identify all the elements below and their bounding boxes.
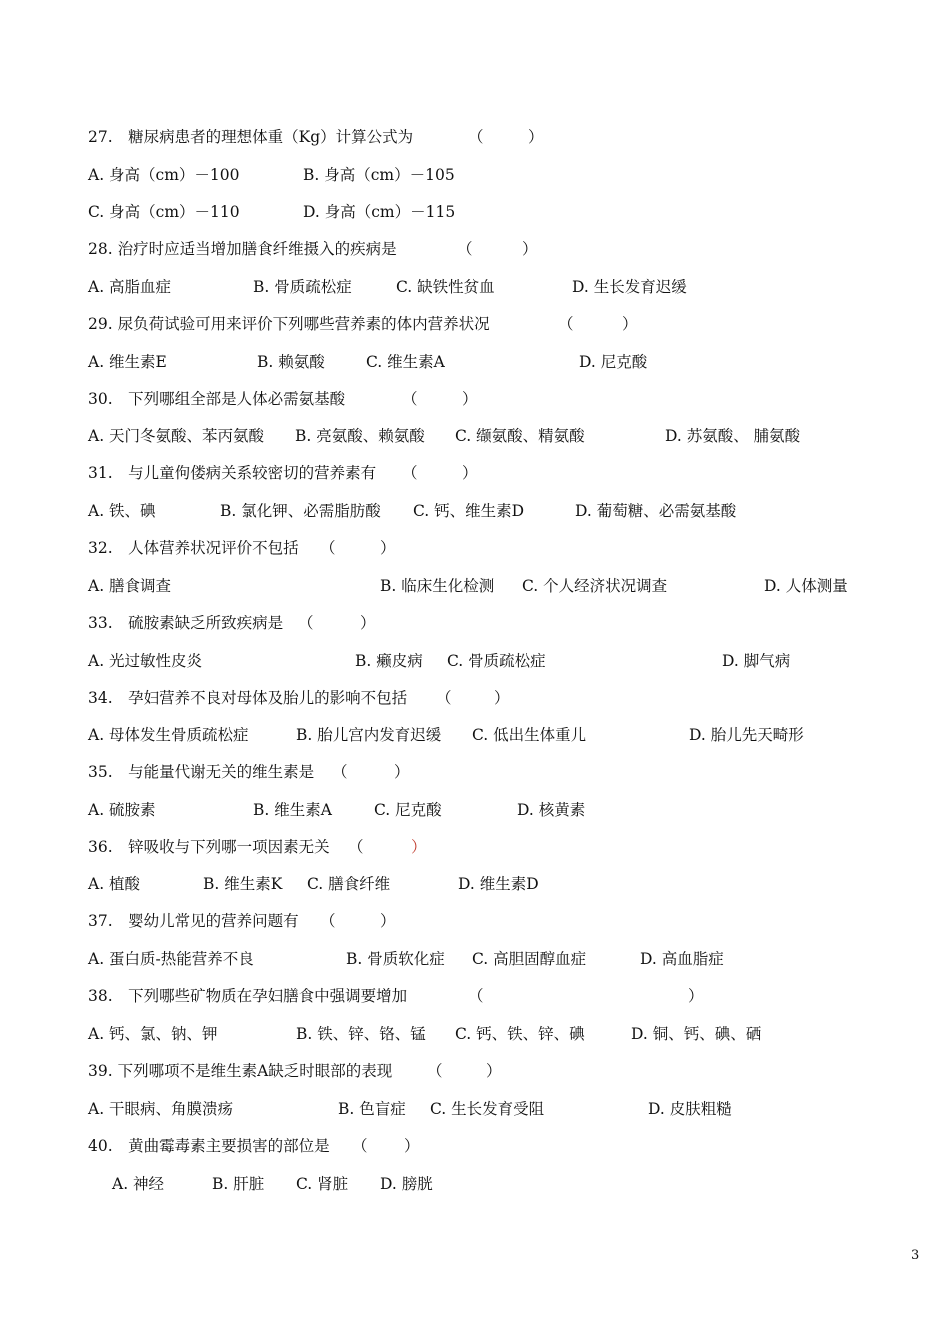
option-d: D. 苏氨酸、 脯氨酸 xyxy=(665,427,801,445)
option-a: A. 膳食调查 xyxy=(88,577,172,595)
answer-paren-open: （ xyxy=(402,464,418,482)
option-c: C. 钙、铁、锌、碘 xyxy=(455,1025,585,1043)
answer-paren-close: ） xyxy=(462,390,478,408)
answer-paren-close: ） xyxy=(688,987,704,1005)
option-a: A. 干眼病、角膜溃疡 xyxy=(88,1100,234,1118)
question-stem-text: 37. 婴幼儿常见的营养问题有 xyxy=(88,912,299,930)
option-b: B. 胎儿宫内发育迟缓 xyxy=(296,726,442,744)
answer-paren-open: （ xyxy=(352,1137,368,1155)
answer-paren-open: （ xyxy=(332,763,348,781)
option-b: B. 铁、锌、铬、锰 xyxy=(296,1025,426,1043)
option-c: C. 生长发育受阻 xyxy=(430,1100,545,1118)
question-stem-text: 39. 下列哪项不是维生素A缺乏时眼部的表现 xyxy=(88,1062,393,1080)
option-b: B. 肝脏 xyxy=(212,1175,265,1193)
answer-paren-close: ） xyxy=(380,912,396,930)
question-stem-text: 38. 下列哪些矿物质在孕妇膳食中强调要增加 xyxy=(88,987,408,1005)
question-stem-text: 33. 硫胺素缺乏所致疾病是 xyxy=(88,614,284,632)
question-stem-text: 34. 孕妇营养不良对母体及胎儿的影响不包括 xyxy=(88,689,408,707)
option-d: D. 核黄素 xyxy=(517,801,586,819)
answer-paren-close: ） xyxy=(360,614,376,632)
option-c: C. 膳食纤维 xyxy=(307,875,391,893)
question-stem-text: 36. 锌吸收与下列哪一项因素无关 xyxy=(88,838,330,856)
option-b: B. 亮氨酸、赖氨酸 xyxy=(295,427,425,445)
option-d: D. 维生素D xyxy=(458,875,539,893)
option-c: C. 个人经济状况调查 xyxy=(522,577,668,595)
option-c: C. 尼克酸 xyxy=(374,801,442,819)
option-d: D. 人体测量 xyxy=(764,577,848,595)
option-a: A. 铁、碘 xyxy=(88,502,156,520)
answer-paren-close: ） xyxy=(494,689,510,707)
option-a: A. 硫胺素 xyxy=(88,801,156,819)
option-a: A. 维生素E xyxy=(88,353,167,371)
answer-paren-close: ） xyxy=(622,315,638,333)
option-d: D. 胎儿先天畸形 xyxy=(689,726,804,744)
answer-paren-close: ） xyxy=(528,128,544,146)
option-a: A. 植酸 xyxy=(88,875,141,893)
answer-paren-close: ） xyxy=(394,763,410,781)
option-b: B. 维生素K xyxy=(203,875,283,893)
answer-paren-close: ） xyxy=(462,464,478,482)
option-d: D. 脚气病 xyxy=(722,652,791,670)
option-a: A. 母体发生骨质疏松症 xyxy=(88,726,249,744)
option-c: C. 肾脏 xyxy=(296,1175,349,1193)
answer-paren-close: ） xyxy=(522,240,538,258)
option-c: C. 缬氨酸、精氨酸 xyxy=(455,427,585,445)
option-b: B. 赖氨酸 xyxy=(257,353,325,371)
option-c: C. 骨质疏松症 xyxy=(447,652,546,670)
option-b: B. 色盲症 xyxy=(338,1100,406,1118)
answer-paren-open: （ xyxy=(468,128,484,146)
option-d: D. 葡萄糖、必需氨基酸 xyxy=(575,502,737,520)
option-b: B. 身高（cm）－105 xyxy=(303,166,455,184)
option-c: C. 缺铁性贫血 xyxy=(396,278,495,296)
question-stem-text: 32. 人体营养状况评价不包括 xyxy=(88,539,299,557)
answer-paren-close: ） xyxy=(380,539,396,557)
answer-paren-open: （ xyxy=(320,912,336,930)
answer-paren-open: （ xyxy=(427,1062,443,1080)
option-a: A. 高脂血症 xyxy=(88,278,172,296)
question-stem-text: 31. 与儿童佝偻病关系较密切的营养素有 xyxy=(88,464,377,482)
option-d: D. 生长发育迟缓 xyxy=(572,278,687,296)
option-a: A. 天门冬氨酸、苯丙氨酸 xyxy=(88,427,265,445)
option-a: A. 蛋白质-热能营养不良 xyxy=(88,950,254,968)
answer-paren-open: （ xyxy=(298,614,314,632)
answer-paren-open: （ xyxy=(558,315,574,333)
option-a: A. 神经 xyxy=(112,1175,165,1193)
option-a: A. 光过敏性皮炎 xyxy=(88,652,203,670)
answer-paren-open: （ xyxy=(436,689,452,707)
option-c: C. 低出生体重儿 xyxy=(472,726,587,744)
option-b: B. 临床生化检测 xyxy=(380,577,495,595)
option-d: D. 膀胱 xyxy=(380,1175,433,1193)
question-stem-text: 35. 与能量代谢无关的维生素是 xyxy=(88,763,315,781)
option-b: B. 骨质疏松症 xyxy=(253,278,352,296)
question-stem-text: 27. 糖尿病患者的理想体重（Kg）计算公式为 xyxy=(88,128,414,146)
option-a: A. 身高（cm）－100 xyxy=(88,166,240,184)
answer-paren-open: （ xyxy=(457,240,473,258)
answer-paren-open: （ xyxy=(402,390,418,408)
question-stem-text: 40. 黄曲霉毒素主要损害的部位是 xyxy=(88,1137,330,1155)
question-stem-text: 28. 治疗时应适当增加膳食纤维摄入的疾病是 xyxy=(88,240,397,258)
option-c: C. 身高（cm）－110 xyxy=(88,203,240,221)
option-d: D. 尼克酸 xyxy=(579,353,648,371)
option-d: D. 高血脂症 xyxy=(640,950,724,968)
answer-paren-open: （ xyxy=(320,539,336,557)
option-b: B. 氯化钾、必需脂肪酸 xyxy=(220,502,381,520)
option-c: C. 高胆固醇血症 xyxy=(472,950,587,968)
option-d: D. 皮肤粗糙 xyxy=(648,1100,732,1118)
option-b: B. 骨质软化症 xyxy=(346,950,445,968)
answer-paren-open: （ xyxy=(348,838,364,856)
answer-paren-open: （ xyxy=(468,987,484,1005)
option-a: A. 钙、氯、钠、钾 xyxy=(88,1025,218,1043)
question-stem-text: 30. 下列哪组全部是人体必需氨基酸 xyxy=(88,390,346,408)
question-stem-text: 29. 尿负荷试验可用来评价下列哪些营养素的体内营养状况 xyxy=(88,315,490,333)
option-c: C. 维生素A xyxy=(366,353,445,371)
option-c: C. 钙、维生素D xyxy=(413,502,525,520)
option-d: D. 身高（cm）－115 xyxy=(303,203,456,221)
answer-paren-close: ） xyxy=(404,1137,420,1155)
answer-paren-close: ） xyxy=(486,1062,502,1080)
page-number: 3 xyxy=(911,1248,920,1263)
answer-paren-close: ） xyxy=(411,838,427,856)
option-b: B. 维生素A xyxy=(253,801,332,819)
option-b: B. 癞皮病 xyxy=(355,652,423,670)
option-d: D. 铜、钙、碘、硒 xyxy=(631,1025,762,1043)
